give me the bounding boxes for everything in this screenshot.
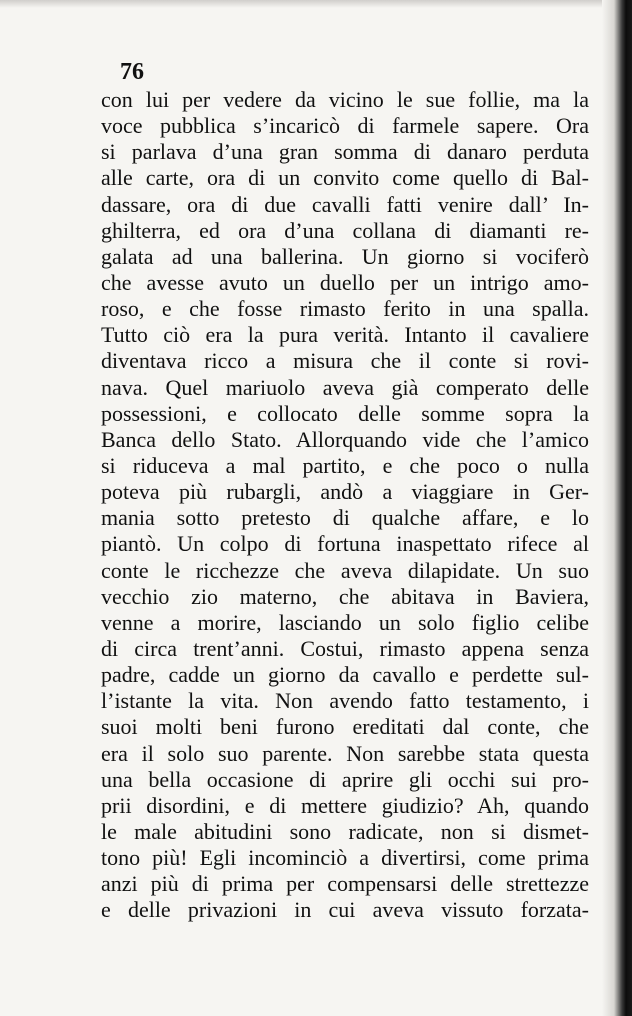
text-line: con lui per vedere da vicino le sue follie, ma la xyxy=(101,87,589,112)
text-line: nava. Quel mariuolo aveva già comperato delle xyxy=(101,374,589,400)
text-line: di circa trent’anni. Costui, rimasto appena senza xyxy=(101,635,589,661)
text-line: diventava ricco a misura che il conte si rovi- xyxy=(101,348,589,374)
text-line: suoi molti beni furono ereditati dal conte, che xyxy=(101,714,589,740)
text-line: poteva più rubargli, andò a viaggiare in Ger- xyxy=(101,479,589,505)
text-line: si riduceva a mal partito, e che poco o nulla xyxy=(101,452,589,478)
body-text xyxy=(101,87,589,924)
text-line: ghilterra, ed ora d’una collana di diamanti re- xyxy=(101,217,589,243)
text-line: venne a morire, lasciando un solo figlio celibe xyxy=(101,609,589,635)
text-line: tono più! Egli incominciò a divertirsi, come prima xyxy=(101,845,589,871)
text-line: e delle privazioni in cui aveva vissuto forzata- xyxy=(101,897,589,923)
text-line: era il solo suo parente. Non sarebbe stata questa xyxy=(101,740,589,766)
text-line: anzi più di prima per compensarsi delle strettezze xyxy=(101,871,589,897)
text-line: dassare, ora di due cavalli fatti venire dall’ In- xyxy=(101,191,589,217)
text-line: si parlava d’una gran somma di danaro perduta xyxy=(101,139,589,165)
text-line: le male abitudini sono radicate, non si dismet- xyxy=(101,818,589,844)
text-line: prii disordini, e di mettere giudizio? Ah, quando xyxy=(101,792,589,818)
text-line: piantò. Un colpo di fortuna inaspettato rifece al xyxy=(101,531,589,557)
text-line: vecchio zio materno, che abitava in Baviera, xyxy=(101,583,589,609)
text-line: roso, e che fosse rimasto ferito in una spalla. xyxy=(101,296,589,322)
book-binding-edge xyxy=(602,0,632,1016)
text-line: Tutto ciò era la pura verità. Intanto il cavaliere xyxy=(101,322,589,348)
page-number: 76 xyxy=(120,59,144,85)
text-line: mania sotto pretesto di qualche affare, e lo xyxy=(101,505,589,531)
text-line: conte le ricchezze che aveva dilapidate. Un suo xyxy=(101,557,589,583)
text-line: padre, cadde un giorno da cavallo e perdette sul- xyxy=(101,662,589,688)
text-line: che avesse avuto un duello per un intrigo amo- xyxy=(101,269,589,295)
page-top-shadow xyxy=(0,0,632,8)
text-line: alle carte, ora di un convito come quello di Bal- xyxy=(101,165,589,191)
text-line: Banca dello Stato. Allorquando vide che l’amico xyxy=(101,426,589,452)
text-line: voce pubblica s’incaricò di farmele sapere. Ora xyxy=(101,113,589,139)
text-line: una bella occasione di aprire gli occhi sui pro- xyxy=(101,766,589,792)
text-line: l’istante la vita. Non avendo fatto testamento, i xyxy=(101,688,589,714)
text-line: possessioni, e collocato delle somme sopra la xyxy=(101,400,589,426)
text-line: galata ad una ballerina. Un giorno si vociferò xyxy=(101,243,589,269)
